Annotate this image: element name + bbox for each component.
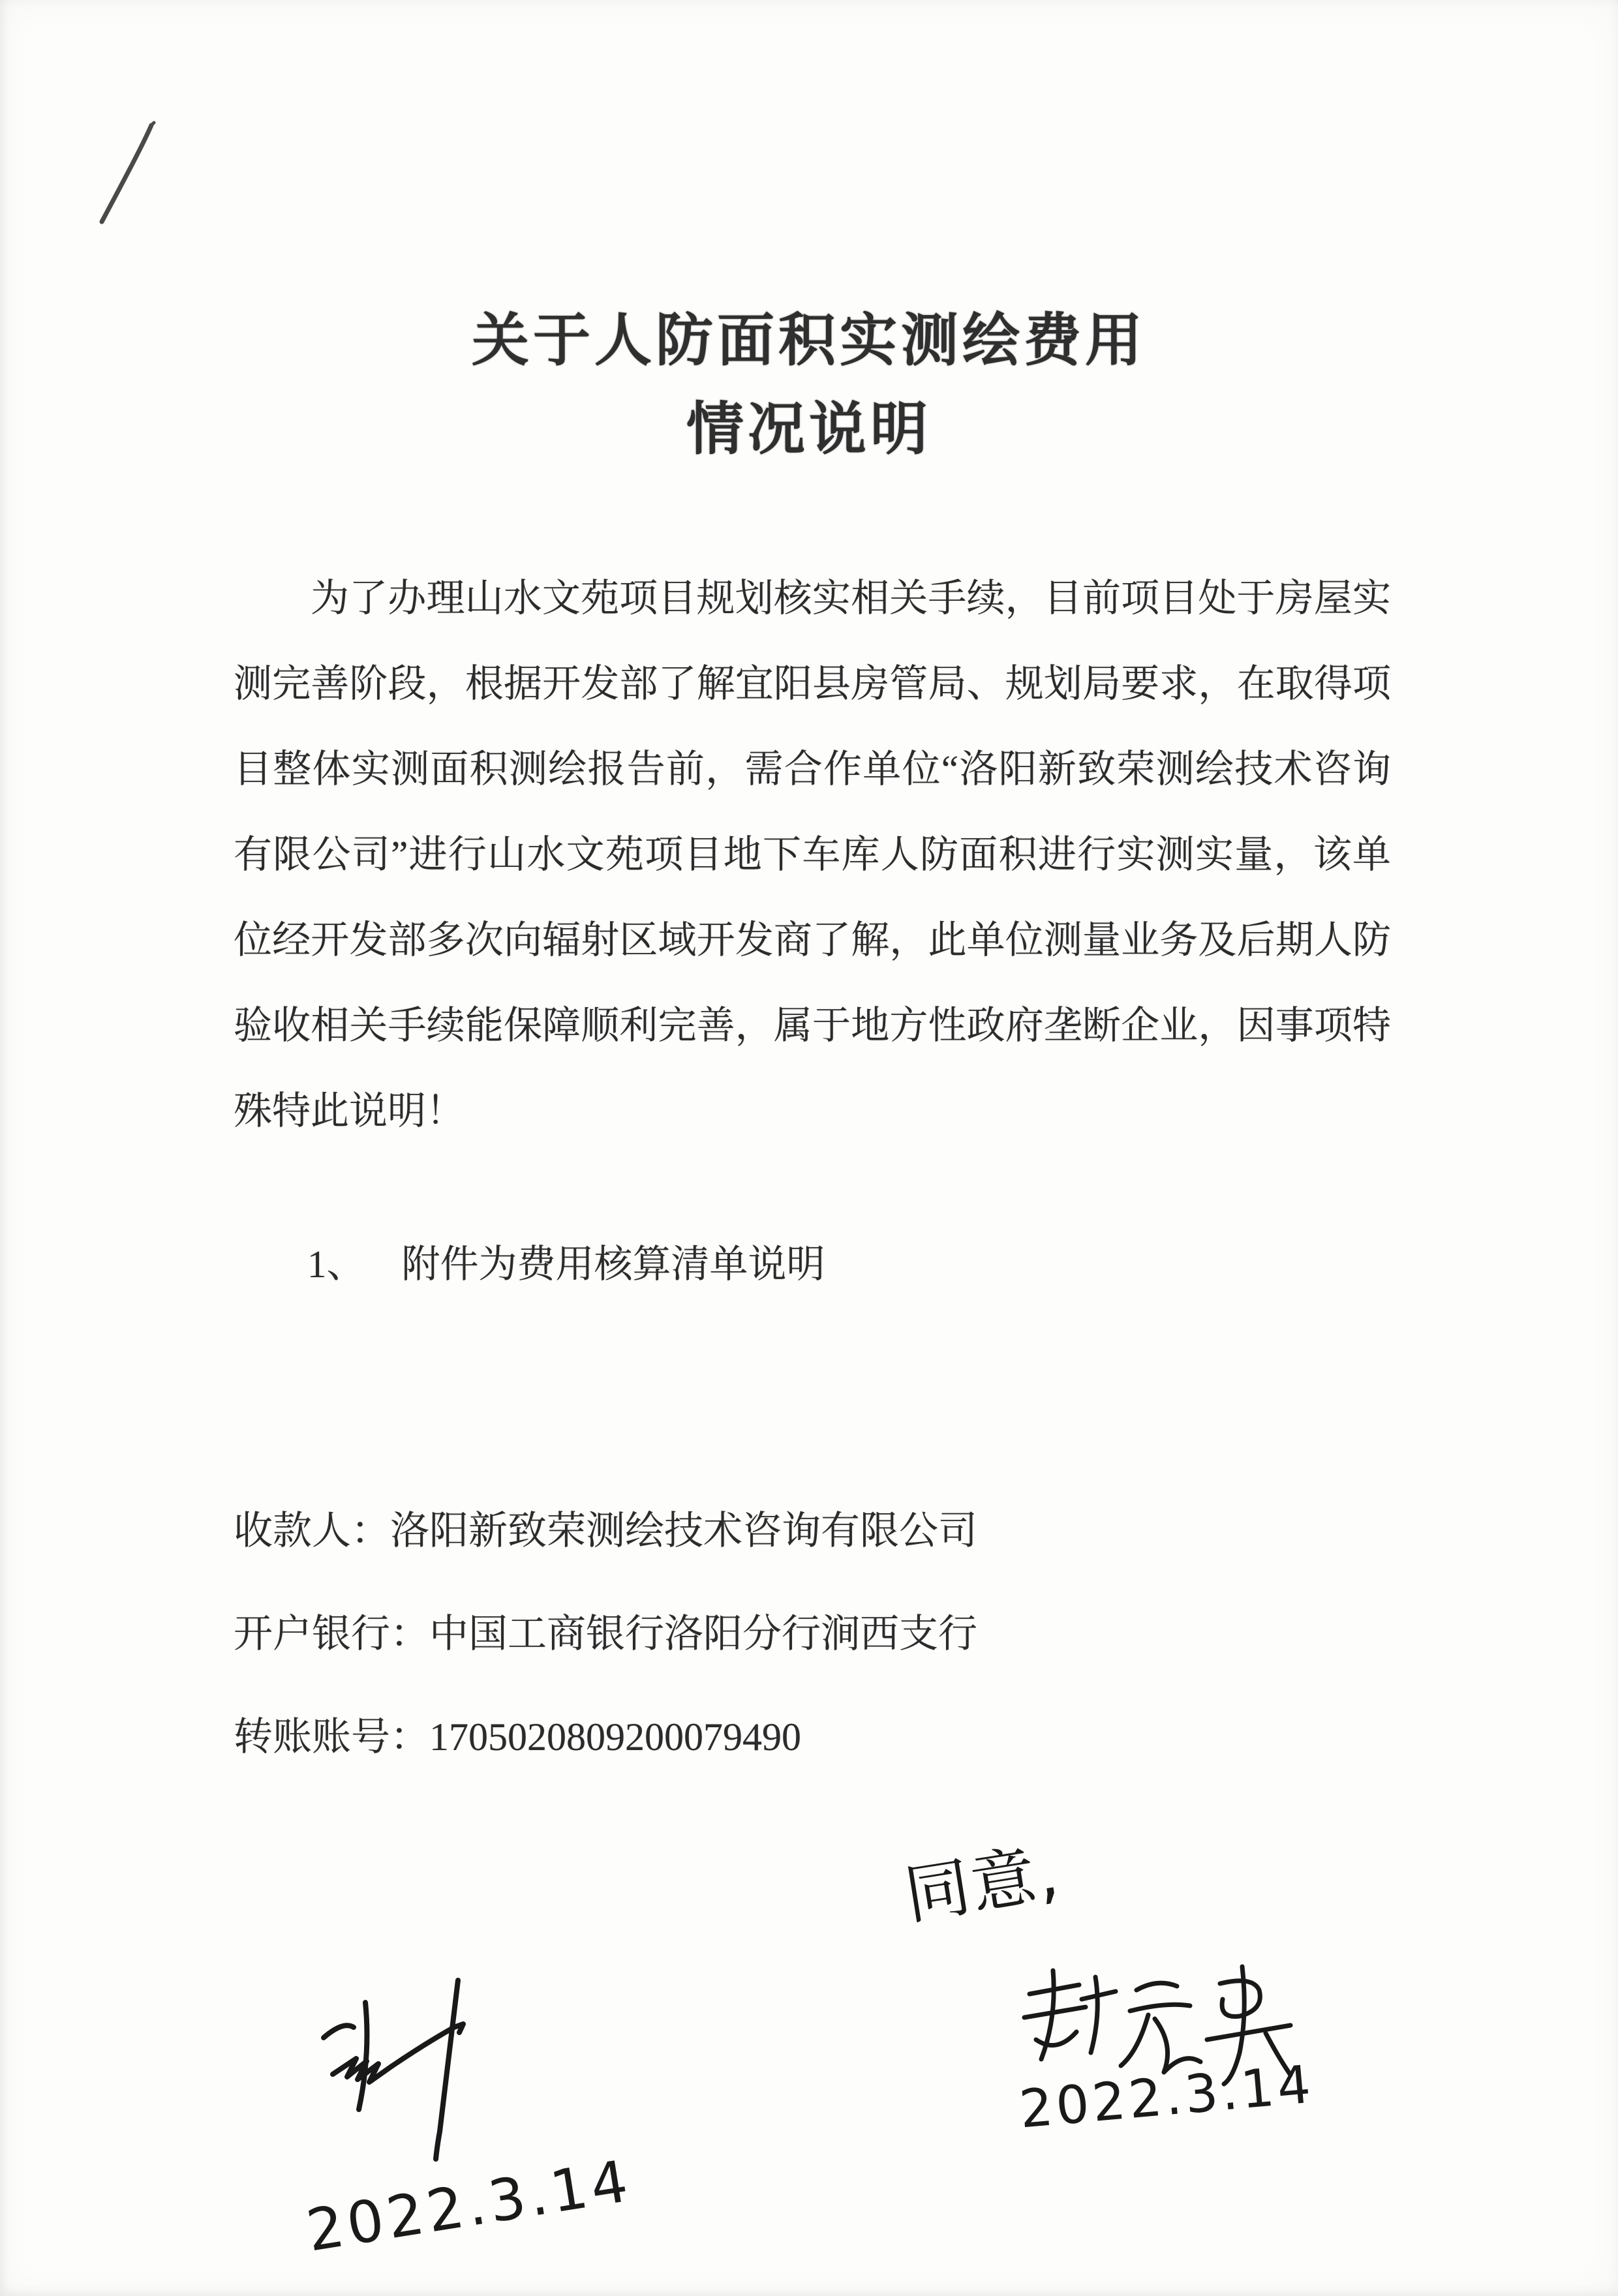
body-line: 验收相关手续能保障顺利完善，属于地方性政府垄断企业，因事项特 <box>234 1004 1391 1047</box>
payee-bank-value: 中国工商银行洛阳分行涧西支行 <box>429 1612 977 1655</box>
document-title-line1: 关于人防面积实测绘费用 <box>471 308 1146 372</box>
body-line: 殊特此说明！ <box>234 1089 465 1132</box>
payee-account-value: 1705020809200079490 <box>429 1715 801 1759</box>
document-title-line2: 情况说明 <box>686 397 932 461</box>
payee-account-label: 转账账号： <box>234 1715 429 1759</box>
margin-pen-stroke <box>91 119 163 230</box>
body-line: 测完善阶段，根据开发部了解宜阳县房管局、规划局要求，在取得项 <box>234 662 1391 705</box>
payee-name-label: 收款人： <box>234 1509 390 1552</box>
body-paragraph <box>234 556 1391 1154</box>
body-line: 目整体实测面积测绘报告前，需合作单位“洛阳新致荣测绘技术咨询 <box>234 748 1391 791</box>
body-line: 为了办理山水文苑项目规划核实相关手续，目前项目处于房屋实 <box>311 577 1391 620</box>
list-item-number: 1、 <box>307 1243 365 1286</box>
payee-bank-line <box>234 1582 977 1685</box>
body-line: 有限公司”进行山水文苑项目地下车库人防面积进行实测实量，该单 <box>234 833 1391 876</box>
reporter-name-signature <box>286 1975 599 2171</box>
list-item-text: 附件为费用核算清单说明 <box>401 1243 825 1286</box>
payee-name-value: 洛阳新致荣测绘技术咨询有限公司 <box>390 1509 977 1552</box>
reporter-date-handwritten: 2022.3.14 <box>302 2147 636 2265</box>
approval-note-handwritten: 同意, <box>899 1834 1065 1934</box>
payee-bank-label: 开户银行： <box>234 1612 429 1655</box>
approval-date-handwritten: 2022.3.14 <box>1016 2053 1317 2140</box>
body-line: 位经开发部多次向辐射区域开发商了解，此单位测量业务及后期人防 <box>234 918 1391 961</box>
payee-name-line <box>234 1479 977 1582</box>
attachment-list-item <box>307 1238 825 1290</box>
payee-block <box>234 1479 977 1789</box>
payee-account-line <box>234 1685 977 1789</box>
